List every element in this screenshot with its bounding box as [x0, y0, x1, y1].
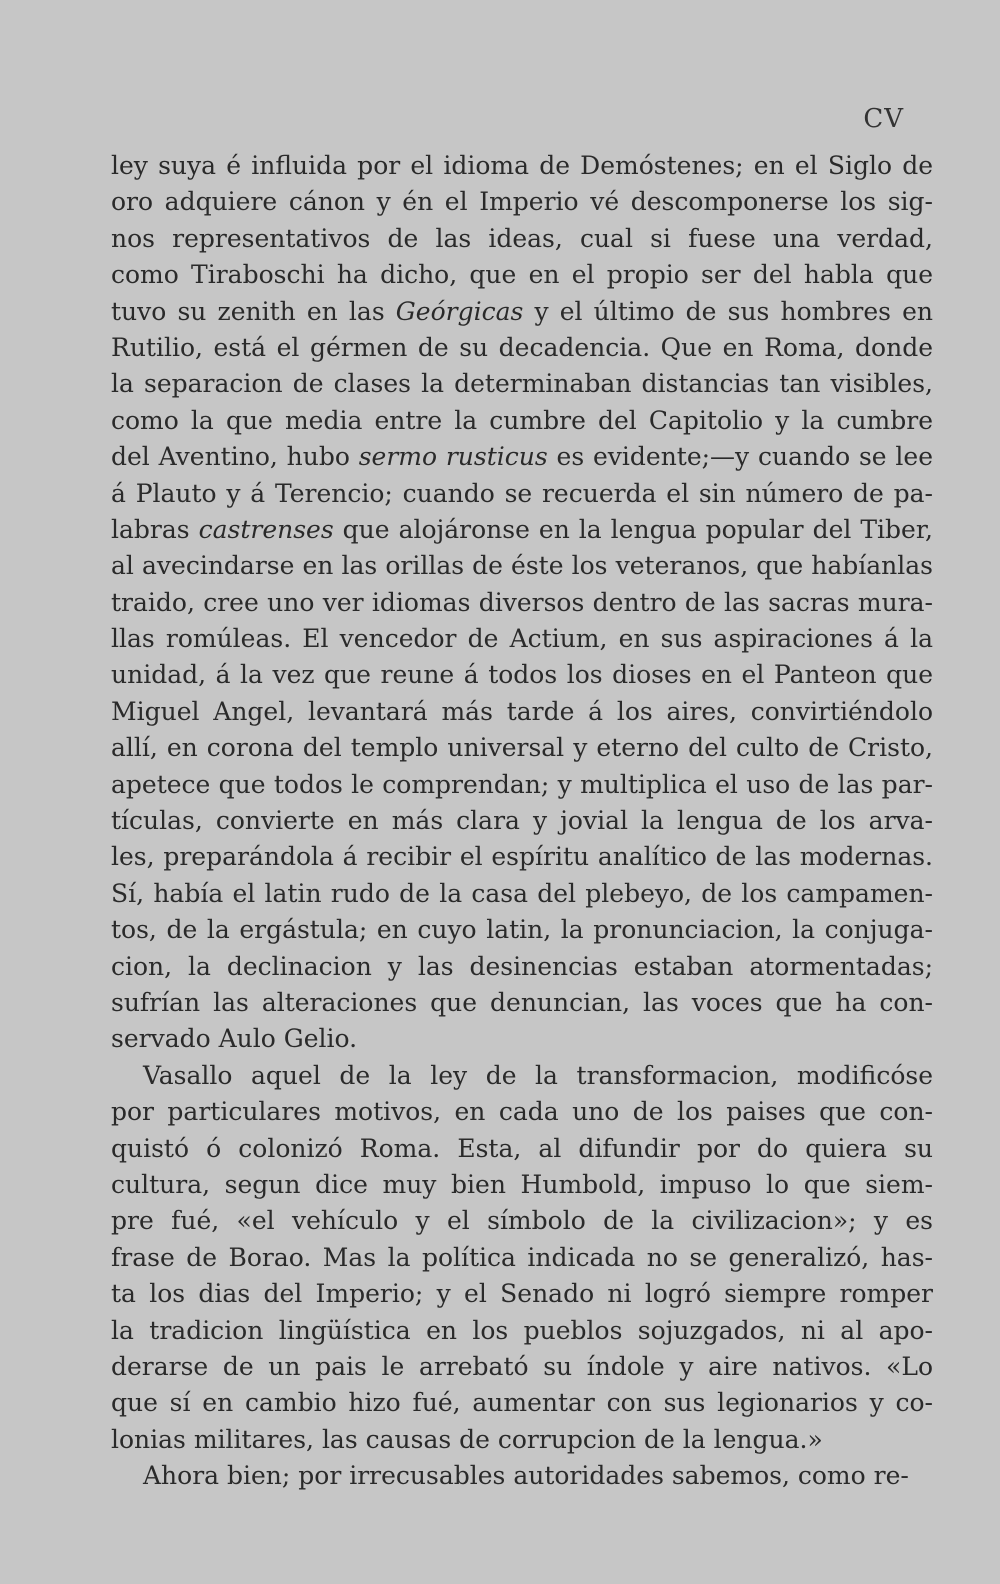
text-line	[111, 1021, 933, 1057]
text-segment: como Tiraboschi ha dicho, que en el propio ser del habla que	[111, 260, 933, 290]
text-line	[111, 403, 933, 439]
text-segment: Vasallo aquel de la ley de la transformacion, modificóse	[143, 1060, 933, 1090]
text-line	[111, 1458, 933, 1494]
text-segment: unidad, á la vez que reune á todos los dioses en el Panteon que	[111, 660, 933, 690]
text-line	[111, 621, 933, 657]
text-segment: apetece que todos le comprendan; y multiplica el uso de las par-	[111, 769, 933, 799]
text-segment: del Aventino, hubo	[111, 442, 359, 472]
text-segment: Ahora bien; por irrecusables autoridades sabemos, como re-	[143, 1461, 909, 1491]
text-segment: tuvo su zenith en las	[111, 296, 396, 326]
text-segment: la tradicion lingüística en los pueblos sojuzgados, ni al apo-	[111, 1315, 933, 1345]
text-line	[111, 1240, 933, 1276]
text-line	[111, 366, 933, 402]
text-segment: llas romúleas. El vencedor de Actium, en sus aspiraciones á la	[111, 624, 933, 654]
text-segment: labras	[111, 514, 199, 544]
text-segment: Sí, había el latin rudo de la casa del plebeyo, de los campamen-	[111, 878, 933, 908]
text-segment: al avecindarse en las orillas de éste los veteranos, que habíanlas	[111, 551, 933, 581]
text-line	[111, 294, 933, 330]
text-segment: á Plauto y á Terencio; cuando se recuerda el sin número de pa-	[111, 478, 933, 508]
text-line	[111, 1058, 933, 1094]
text-segment: tos, de la ergástula; en cuyo latin, la pronunciacion, la conjuga-	[111, 915, 933, 945]
text-line	[111, 949, 933, 985]
text-line	[111, 330, 933, 366]
text-segment: que sí en cambio hizo fué, aumentar con sus legionarios y co-	[111, 1388, 933, 1418]
text-line	[111, 985, 933, 1021]
text-line	[111, 512, 933, 548]
text-line	[111, 148, 933, 184]
text-segment: Miguel Angel, levantará más tarde á los aires, convirtiéndolo	[111, 696, 933, 726]
page-number: CV	[863, 104, 904, 134]
text-line	[111, 1313, 933, 1349]
text-line	[111, 1203, 933, 1239]
text-segment: frase de Borao. Mas la política indicada no se generalizó, has-	[111, 1242, 933, 1272]
text-segment: y el último de sus hombres en	[523, 296, 933, 326]
italic-term: Geórgicas	[395, 296, 524, 326]
italic-term: castrenses	[198, 514, 334, 544]
text-segment: servado Aulo Gelio.	[111, 1024, 358, 1054]
text-segment: sufrían las alteraciones que denuncian, las voces que ha con-	[111, 987, 933, 1017]
text-segment: Rutilio, está el gérmen de su decadencia. Que en Roma, donde	[111, 332, 933, 362]
text-segment: ta los dias del Imperio; y el Senado ni logró siempre romper	[111, 1279, 933, 1309]
text-segment: cultura, segun dice muy bien Humbold, impuso lo que siem-	[111, 1169, 933, 1199]
text-segment: quistó ó colonizó Roma. Esta, al difundir por do quiera su	[111, 1133, 933, 1163]
text-line	[111, 803, 933, 839]
text-line	[111, 730, 933, 766]
text-segment: pre fué, «el vehículo y el símbolo de la civilizacion»; y es	[111, 1206, 933, 1236]
text-line	[111, 912, 933, 948]
text-line	[111, 876, 933, 912]
text-line	[111, 1349, 933, 1385]
text-line	[111, 184, 933, 220]
text-segment: tículas, convierte en más clara y jovial la lengua de los arva-	[111, 806, 933, 836]
text-line	[111, 657, 933, 693]
text-line	[111, 585, 933, 621]
text-line	[111, 1385, 933, 1421]
text-segment: es evidente;—y cuando se lee	[547, 442, 933, 472]
text-line	[111, 476, 933, 512]
text-line	[111, 1094, 933, 1130]
text-segment: por particulares motivos, en cada uno de los paises que con-	[111, 1097, 933, 1127]
text-line	[111, 1276, 933, 1312]
text-segment: la separacion de clases la determinaban distancias tan visibles,	[111, 369, 933, 399]
text-line	[111, 548, 933, 584]
text-segment: nos representativos de las ideas, cual si fuese una verdad,	[111, 223, 933, 253]
text-line	[111, 221, 933, 257]
text-segment: oro adquiere cánon y én el Imperio vé descomponerse los sig-	[111, 187, 933, 217]
text-segment: cion, la declinacion y las desinencias estaban atormentadas;	[111, 951, 933, 981]
text-segment: que alojáronse en la lengua popular del Tiber,	[333, 514, 933, 544]
text-segment: traido, cree uno ver idiomas diversos dentro de las sacras mura-	[111, 587, 933, 617]
text-line	[111, 767, 933, 803]
text-line	[111, 1167, 933, 1203]
text-line	[111, 257, 933, 293]
text-segment: allí, en corona del templo universal y eterno del culto de Cristo,	[111, 733, 933, 763]
text-line	[111, 1131, 933, 1167]
text-line	[111, 1422, 933, 1458]
text-line	[111, 694, 933, 730]
text-segment: como la que media entre la cumbre del Capitolio y la cumbre	[111, 405, 933, 435]
body-text	[111, 148, 933, 1494]
text-segment: lonias militares, las causas de corrupcion de la lengua.»	[111, 1424, 823, 1454]
text-line	[111, 839, 933, 875]
italic-term: sermo rusticus	[358, 442, 548, 472]
text-line	[111, 439, 933, 475]
text-segment: les, preparándola á recibir el espíritu analítico de las modernas.	[111, 842, 933, 872]
text-segment: derarse de un pais le arrebató su índole y aire nativos. «Lo	[111, 1351, 933, 1381]
text-segment: ley suya é influida por el idioma de Demóstenes; en el Siglo de	[111, 151, 933, 180]
